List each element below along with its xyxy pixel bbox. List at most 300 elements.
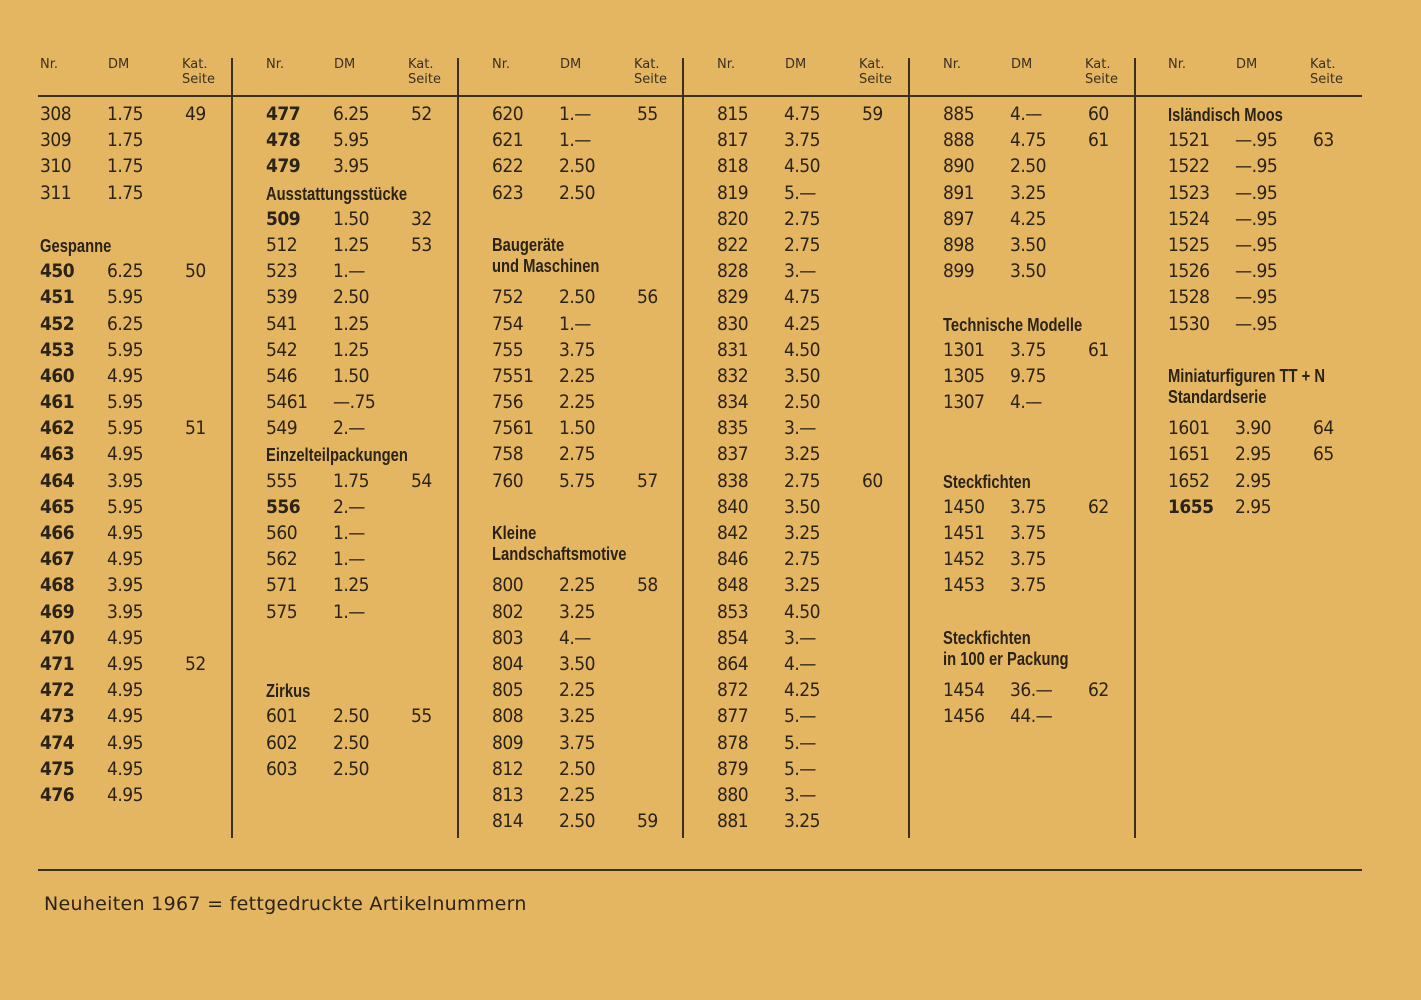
article-number: 817 [717,129,749,152]
price-dm: 1.— [333,522,365,544]
article-number: 804 [492,652,524,675]
spacer [40,206,265,232]
header-kat: Kat. [408,57,434,72]
table-row [40,546,265,572]
table-row [266,153,491,179]
header-kat: Kat. [182,57,208,72]
price-dm: 2.50 [559,181,596,204]
article-number: 854 [717,626,749,649]
article-number: 1526 [1168,260,1210,283]
article-number: 830 [717,312,749,335]
catalog-page: 49 [185,103,206,125]
article-number: 891 [943,181,975,204]
section-title [943,625,1128,677]
section-title [40,232,225,258]
price-dm: 2.50 [559,757,596,780]
table-row [717,808,942,834]
article-number: 879 [717,757,749,780]
section-title-line: Isländisch Moos [1168,105,1283,125]
price-dm: 2.25 [559,391,596,414]
header-kat: Kat. [634,57,660,72]
article-number: 467 [40,548,75,571]
price-dm: 3.50 [784,495,821,518]
table-row [492,363,717,389]
catalog-page: 63 [1313,129,1334,152]
price-dm: —.95 [1235,129,1278,152]
price-dm: 1.25 [333,574,370,597]
table-row [492,441,717,467]
article-number: 1652 [1168,469,1210,492]
spacer [492,494,717,520]
spacer [943,441,1168,467]
article-number: 308 [40,103,72,125]
price-dm: 3.25 [784,522,821,544]
header-dm: DM [1011,57,1033,72]
table-row [492,337,717,363]
price-dm: 1.50 [333,364,370,387]
table-row [492,625,717,651]
column-body [40,95,265,808]
price-dm: 3.50 [559,652,596,675]
table-row [492,782,717,808]
catalog-page: 61 [1088,129,1109,152]
article-number: 478 [266,129,301,152]
table-row [943,389,1168,415]
article-number: 452 [40,312,75,335]
header-seite: Seite [408,72,441,87]
catalog-page: 59 [862,103,883,125]
price-dm: 2.50 [333,731,370,754]
price-dm: 2.50 [559,286,596,309]
header-kat-seite [859,57,892,87]
header-seite: Seite [182,72,215,87]
article-number: 1601 [1168,417,1210,440]
article-number: 755 [492,338,524,361]
table-row [492,468,717,494]
section-title [266,180,451,206]
price-dm: 3.95 [107,469,144,492]
table-row [1168,468,1393,494]
article-number: 805 [492,679,524,702]
footer-rule [38,869,1362,871]
article-number: 549 [266,417,298,440]
price-dm: 3.95 [107,574,144,597]
table-row [492,703,717,729]
section-title-line: Gespanne [40,235,112,256]
spacer [943,599,1168,625]
header-dm: DM [1236,57,1258,72]
table-row [492,599,717,625]
article-number: 818 [717,155,749,178]
section-title-line: Miniaturfiguren TT + N [1168,365,1326,386]
table-row [717,284,942,310]
price-dm: 4.25 [1010,207,1047,230]
catalog-page: 32 [411,207,432,230]
price-dm: 4.95 [107,522,144,544]
section-title [943,311,1128,337]
price-dm: 2.50 [1010,155,1047,178]
table-row [40,468,265,494]
table-row [1168,180,1393,206]
table-row [40,599,265,625]
price-dm: 5.75 [559,469,596,492]
price-dm: 2.95 [1235,469,1272,492]
price-dm: 6.25 [107,260,144,283]
article-number: 453 [40,338,75,361]
table-row [266,258,491,284]
table-row [266,730,491,756]
header-kat-seite [1310,57,1343,87]
spacer [492,206,717,232]
catalog-page: 59 [637,810,658,833]
article-number: 546 [266,364,298,387]
article-number: 463 [40,443,75,466]
article-number: 815 [717,103,749,125]
section-title-line: und Maschinen [492,255,600,276]
catalog-page: 54 [411,469,432,492]
article-number: 1301 [943,338,985,361]
article-number: 829 [717,286,749,309]
header-seite: Seite [859,72,892,87]
price-dm: 1.50 [333,207,370,230]
table-row [943,258,1168,284]
price-dm: 1.25 [333,233,370,256]
price-column [492,55,717,834]
column-header [717,55,942,95]
article-number: 802 [492,600,524,623]
section-title-line: Zirkus [266,681,311,702]
price-dm: 5.— [784,181,816,204]
article-number: 468 [40,574,75,597]
price-dm: 4.95 [107,443,144,466]
article-number: 7551 [492,364,534,387]
price-dm: 1.— [333,260,365,283]
table-row [1168,258,1393,284]
article-number: 1451 [943,522,985,544]
price-dm: 3.75 [559,731,596,754]
article-number: 1307 [943,391,985,414]
column-header [1168,55,1393,95]
price-dm: 4.— [1010,391,1042,414]
price-dm: 2.25 [559,364,596,387]
table-row [1168,415,1393,441]
spacer [943,284,1168,310]
price-dm: 2.50 [559,155,596,178]
article-number: 555 [266,469,298,492]
price-dm: 1.25 [333,338,370,361]
table-row [943,494,1168,520]
table-row [943,677,1168,703]
section-title-line: Technische Modelle [943,314,1083,335]
article-number: 450 [40,260,75,283]
price-dm: —.95 [1235,260,1278,283]
price-dm: 4.95 [107,757,144,780]
section-title [266,441,451,467]
article-number: 842 [717,522,749,544]
table-row [492,127,717,153]
table-row [266,232,491,258]
article-number: 1521 [1168,129,1210,152]
article-number: 473 [40,705,75,728]
spacer [266,625,491,651]
table-row [717,153,942,179]
article-number: 560 [266,522,298,544]
section-title-line: Landschaftsmotive [492,544,627,565]
article-number: 899 [943,260,975,283]
article-number: 476 [40,783,75,806]
column-header [266,55,491,95]
table-row [40,258,265,284]
table-row [717,232,942,258]
table-row [40,782,265,808]
catalog-page: 51 [185,417,206,440]
price-column [266,55,491,782]
header-seite: Seite [634,72,667,87]
article-number: 880 [717,783,749,806]
price-dm: 3.25 [784,574,821,597]
table-row [266,206,491,232]
price-dm: 5.95 [107,417,144,440]
article-number: 7561 [492,417,534,440]
section-title [492,232,677,284]
section-title-line: Steckfichten [943,627,1031,648]
price-dm: —.95 [1235,207,1278,230]
table-row [943,520,1168,546]
price-dm: —.95 [1235,286,1278,309]
price-dm: 3.75 [1010,495,1047,518]
table-row [717,415,942,441]
header-nr: Nr. [717,57,736,72]
table-row [717,389,942,415]
article-number: 1305 [943,364,985,387]
article-number: 853 [717,600,749,623]
article-number: 832 [717,364,749,387]
table-row [943,180,1168,206]
table-row [717,546,942,572]
catalog-page: 60 [862,469,883,492]
table-row [717,677,942,703]
article-number: 523 [266,260,298,283]
price-dm: 6.25 [107,312,144,335]
article-number: 752 [492,286,524,309]
article-number: 814 [492,810,524,833]
table-row [717,494,942,520]
table-row [40,572,265,598]
article-number: 622 [492,155,524,178]
table-row [717,127,942,153]
price-dm: 3.75 [1010,522,1047,544]
spacer [266,651,491,677]
table-row [943,206,1168,232]
article-number: 800 [492,574,524,597]
article-number: 835 [717,417,749,440]
table-row [943,363,1168,389]
article-number: 623 [492,181,524,204]
table-row [717,520,942,546]
article-number: 834 [717,391,749,414]
header-seite: Seite [1085,72,1118,87]
spacer [1168,337,1393,363]
article-number: 756 [492,391,524,414]
column-body [1168,95,1393,520]
catalog-page: 53 [411,233,432,256]
catalog-page: 57 [637,469,658,492]
article-number: 846 [717,548,749,571]
price-dm: 6.25 [333,103,370,125]
header-kat-seite [182,57,215,87]
section-title-line: Kleine [492,523,537,544]
price-dm: 2.50 [784,391,821,414]
table-row [717,625,942,651]
price-dm: 5.— [784,757,816,780]
column-body [266,95,491,782]
section-title-line: in 100 er Packung [943,648,1069,669]
price-dm: 4.95 [107,731,144,754]
catalog-page: 56 [637,286,658,309]
table-row [266,520,491,546]
price-dm: 3.90 [1235,417,1272,440]
article-number: 309 [40,129,72,152]
section-title-line: Steckfichten [943,471,1031,492]
table-row [717,730,942,756]
table-row [40,441,265,467]
price-dm: 4.95 [107,783,144,806]
price-dm: —.95 [1235,155,1278,178]
article-number: 464 [40,469,75,492]
header-kat: Kat. [859,57,885,72]
article-number: 539 [266,286,298,309]
article-number: 1453 [943,574,985,597]
price-dm: 2.25 [559,574,596,597]
price-dm: —.95 [1235,312,1278,335]
price-dm: 4.25 [784,679,821,702]
article-number: 828 [717,260,749,283]
table-row [717,101,942,127]
table-row [492,756,717,782]
footer-note: Neuheiten 1967 = fettgedruckte Artikelnummern [44,893,527,915]
table-row [1168,206,1393,232]
article-number: 885 [943,103,975,125]
article-number: 509 [266,207,301,230]
price-dm: 3.75 [1010,574,1047,597]
price-dm: 2.75 [784,233,821,256]
table-row [40,415,265,441]
table-row [492,389,717,415]
table-row [717,756,942,782]
catalog-page: 52 [185,652,206,675]
price-dm: 5.95 [107,495,144,518]
price-dm: 5.— [784,731,816,754]
table-row [492,153,717,179]
table-row [40,494,265,520]
price-dm: 3.25 [784,810,821,833]
article-number: 820 [717,207,749,230]
price-dm: 4.50 [784,600,821,623]
price-dm: 4.— [784,652,816,675]
price-dm: 2.95 [1235,495,1272,518]
header-kat-seite [1085,57,1118,87]
price-dm: 5.95 [107,338,144,361]
price-dm: 3.— [784,626,816,649]
catalog-page: 58 [637,574,658,597]
table-row [40,703,265,729]
table-row [717,651,942,677]
table-row [1168,153,1393,179]
table-row [266,101,491,127]
table-row [492,415,717,441]
price-dm: 1.— [559,103,591,125]
table-row [492,730,717,756]
table-row [717,258,942,284]
price-dm: 3.95 [333,155,370,178]
table-row [40,180,265,206]
article-number: 469 [40,600,75,623]
table-row [717,572,942,598]
price-dm: 4.95 [107,652,144,675]
price-dm: —.75 [333,391,376,414]
table-row [266,415,491,441]
table-row [266,363,491,389]
table-row [492,284,717,310]
table-row [492,180,717,206]
catalog-page: 50 [185,260,206,283]
header-kat: Kat. [1310,57,1336,72]
article-number: 808 [492,705,524,728]
price-dm: 1.— [559,129,591,152]
price-dm: 2.25 [559,679,596,702]
article-number: 470 [40,626,75,649]
article-number: 1655 [1168,495,1214,518]
table-row [266,311,491,337]
article-number: 1530 [1168,312,1210,335]
table-row [266,127,491,153]
price-dm: 5.95 [107,391,144,414]
article-number: 838 [717,469,749,492]
header-nr: Nr. [492,57,511,72]
article-number: 878 [717,731,749,754]
section-title [492,520,677,572]
price-dm: 1.50 [559,417,596,440]
price-dm: 9.75 [1010,364,1047,387]
table-row [717,441,942,467]
article-number: 877 [717,705,749,728]
price-dm: 3.75 [1010,338,1047,361]
price-dm: 4.— [1010,103,1042,125]
price-dm: 2.75 [559,443,596,466]
catalog-page: 64 [1313,417,1334,440]
section-title [266,677,451,703]
column-header [492,55,717,95]
article-number: 872 [717,679,749,702]
price-dm: 4.95 [107,548,144,571]
article-number: 620 [492,103,524,125]
price-dm: 2.75 [784,469,821,492]
price-dm: 4.95 [107,679,144,702]
price-dm: 2.50 [333,757,370,780]
price-dm: 2.50 [333,286,370,309]
article-number: 465 [40,495,75,518]
price-dm: 3.— [784,417,816,440]
table-row [266,599,491,625]
article-number: 512 [266,233,298,256]
price-dm: 4.95 [107,705,144,728]
table-row [266,756,491,782]
catalog-page: 52 [411,103,432,125]
header-dm: DM [785,57,807,72]
article-number: 758 [492,443,524,466]
price-dm: 4.75 [784,286,821,309]
catalog-page: 55 [411,705,432,728]
